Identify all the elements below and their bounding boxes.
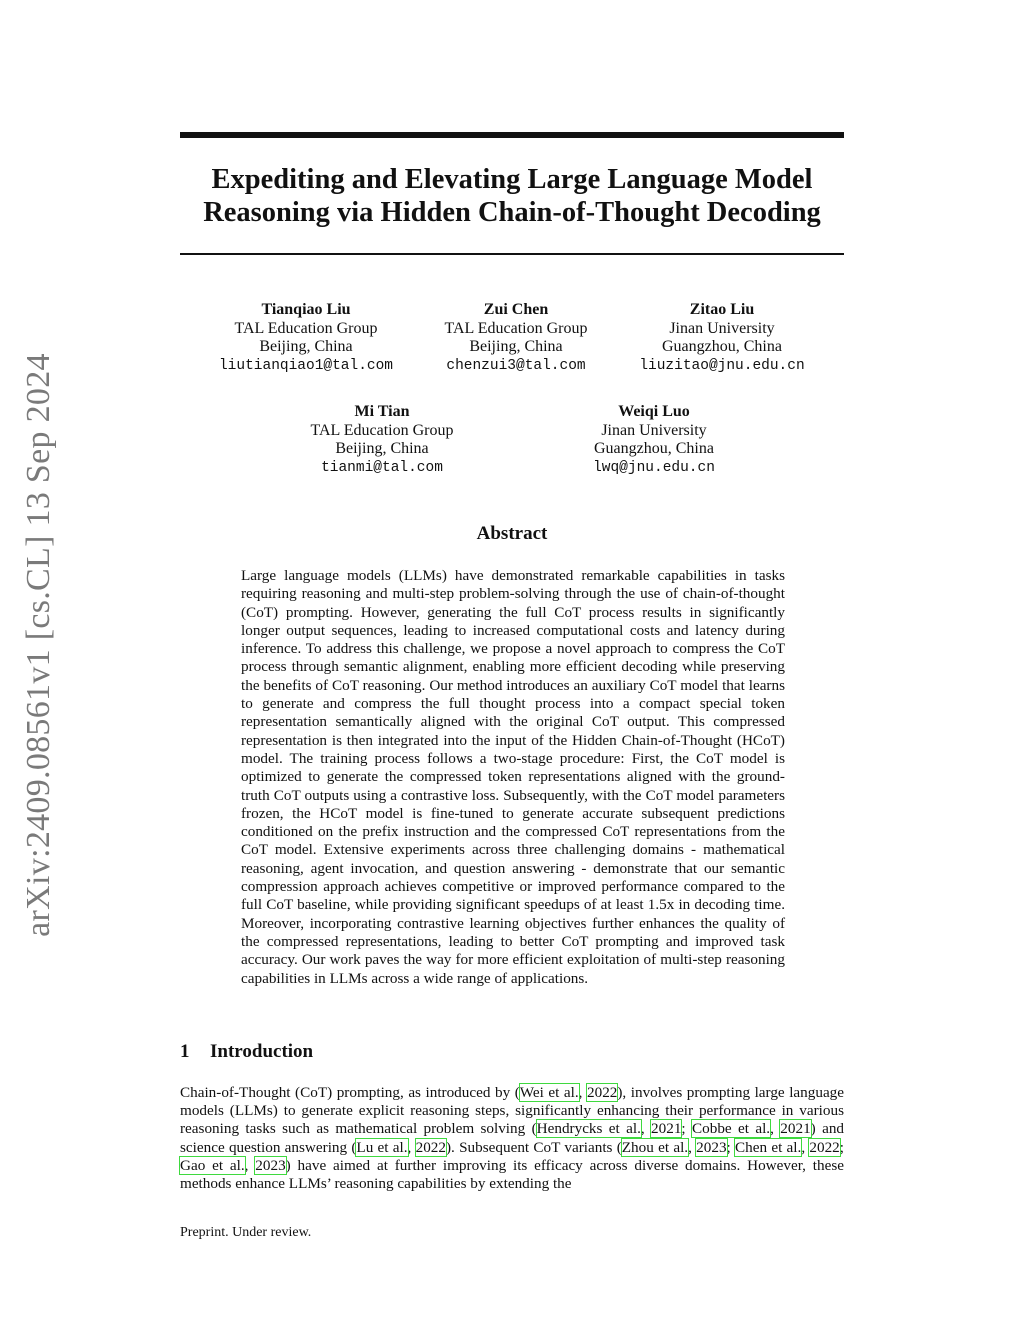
author-name: Weiqi Luo <box>618 403 690 420</box>
author-name: Tianqiao Liu <box>261 301 351 318</box>
citation-link[interactable]: 2023 <box>696 1138 727 1156</box>
author-block <box>262 403 502 477</box>
citation-link[interactable]: 2021 <box>780 1120 811 1138</box>
author-email[interactable]: liutianqiao1@tal.com <box>218 357 394 374</box>
abstract-heading: Abstract <box>476 523 548 544</box>
author-block <box>396 301 636 375</box>
citation-link[interactable]: 2022 <box>415 1138 446 1156</box>
author-affiliation: Jinan University <box>669 319 775 337</box>
title-top-rule <box>180 132 844 138</box>
author-block <box>186 301 426 375</box>
author-email[interactable]: chenzui3@tal.com <box>446 357 586 374</box>
arxiv-identifier-stamp: arXiv:2409.08561v1 [cs.CL] 13 Sep 2024 <box>20 353 57 937</box>
citation-link[interactable]: Zhou et al. <box>621 1138 689 1156</box>
intro-text: Chain-of-Thought (CoT) prompting, as introduced by ( <box>180 1084 520 1101</box>
author-email[interactable]: lwq@jnu.edu.cn <box>593 459 715 476</box>
citation-separator: ; <box>681 1120 693 1138</box>
author-block <box>602 301 842 375</box>
title-line-2: Reasoning via Hidden Chain-of-Thought Decoding <box>203 197 821 228</box>
author-affiliation: TAL Education Group <box>234 319 378 337</box>
citation-separator: , <box>688 1138 697 1156</box>
page-footer: Preprint. Under review. <box>180 1225 312 1240</box>
citation-separator: , <box>244 1156 256 1174</box>
introduction-paragraph <box>180 1084 844 1193</box>
author-name: Zitao Liu <box>689 301 755 318</box>
citation-link[interactable]: Hendrycks et al. <box>536 1120 641 1138</box>
abstract-body: Large language models (LLMs) have demonstrated remarkable capabilities in tasks requiring reasoning and multi-step problem-solving through the use of chain-of-thought (CoT) prompting. However, generating the full CoT process results in significantly longer output sequences, leading to increased computational costs and latency during inference. To address this challenge, we propose a novel approach to compress the CoT process through semantic alignment, enabling more efficient decoding while preserving the benefits of CoT reasoning. Our method introduces an auxiliary CoT model that learns to generate and compress the full thought process into a compact special token representation semantically aligned with the original CoT output. This compressed representation is then integrated into the input of the Hidden Chain-of-Thought (HCoT) model. The training process follows a two-stage procedure: First, the CoT model is optimized to generate the compressed token representations aligned with the ground-truth CoT outputs using a contrastive loss. Subsequently, with the CoT model parameters frozen, the HCoT model is fine-tuned to generate accurate subsequent predictions conditioned on the prefix instruction and the compressed CoT representations from the CoT model. Extensive experiments across three challenging domains - mathematical reasoning, agent invocation, and question answering - demonstrate that our semantic compression approach achieves competitive or improved performance compared to the full CoT baseline, while providing significant speedups of at least 1.5x in decoding time. Moreover, incorporating contrastive learning objectives further enhances the quality of the compressed representations, leading to better CoT prompting and improved task accuracy. Our work paves the way for more efficient exploitation of multi-step reasoning capabilities in LLMs across a wide range of applications. <box>241 567 785 987</box>
author-location: Guangzhou, China <box>594 440 714 457</box>
author-name: Mi Tian <box>354 403 410 420</box>
author-affiliation: Jinan University <box>601 421 707 439</box>
citation-link[interactable]: Chen et al. <box>735 1138 802 1156</box>
citation-separator: , <box>578 1084 587 1101</box>
author-email[interactable]: tianmi@tal.com <box>321 459 443 476</box>
author-affiliation: TAL Education Group <box>444 319 588 337</box>
title-bottom-rule <box>180 253 844 255</box>
intro-text: ) have aimed at further improving its efficacy across diverse domains. However, these methods enhance LLMs’ reasoning capabilities by extending the <box>180 1156 845 1193</box>
citation-link[interactable]: Wei et al. <box>519 1084 579 1101</box>
author-name: Zui Chen <box>483 301 549 318</box>
citation-separator: ; <box>839 1138 844 1156</box>
citation-link[interactable]: Lu et al. <box>356 1138 408 1156</box>
author-location: Guangzhou, China <box>662 338 782 355</box>
author-block <box>534 403 774 477</box>
intro-text: ). Subsequent CoT variants ( <box>445 1138 622 1156</box>
citation-link[interactable]: Gao et al. <box>180 1156 245 1174</box>
citation-link[interactable]: 2022 <box>809 1138 840 1156</box>
citation-separator: , <box>770 1120 781 1138</box>
intro-text: ) and science question answering ( <box>180 1120 845 1156</box>
intro-text: ), involves prompting large language models (LLMs) to generate explicit reasoning steps, significantly enhancing their performance in various reasoning tasks such as mathematical problem solving ( <box>180 1084 845 1138</box>
author-affiliation: TAL Education Group <box>310 421 454 439</box>
section-number: 1 <box>180 1041 190 1062</box>
citation-link[interactable]: Cobbe et al. <box>692 1120 771 1138</box>
author-location: Beijing, China <box>335 440 429 457</box>
citation-separator: , <box>640 1120 652 1138</box>
author-location: Beijing, China <box>259 338 353 355</box>
citation-link[interactable]: 2023 <box>255 1156 286 1174</box>
citation-separator: , <box>801 1138 810 1156</box>
title-line-1: Expediting and Elevating Large Language Model <box>211 164 813 195</box>
section-heading <box>180 1041 313 1063</box>
paper-title <box>180 163 844 229</box>
citation-separator: , <box>407 1138 416 1156</box>
citation-link[interactable]: 2021 <box>651 1120 682 1138</box>
citation-separator: ; <box>726 1138 736 1156</box>
author-location: Beijing, China <box>469 338 563 355</box>
author-email[interactable]: liuzitao@jnu.edu.cn <box>639 357 805 374</box>
citation-link[interactable]: 2022 <box>587 1084 618 1101</box>
section-title: Introduction <box>210 1041 314 1062</box>
